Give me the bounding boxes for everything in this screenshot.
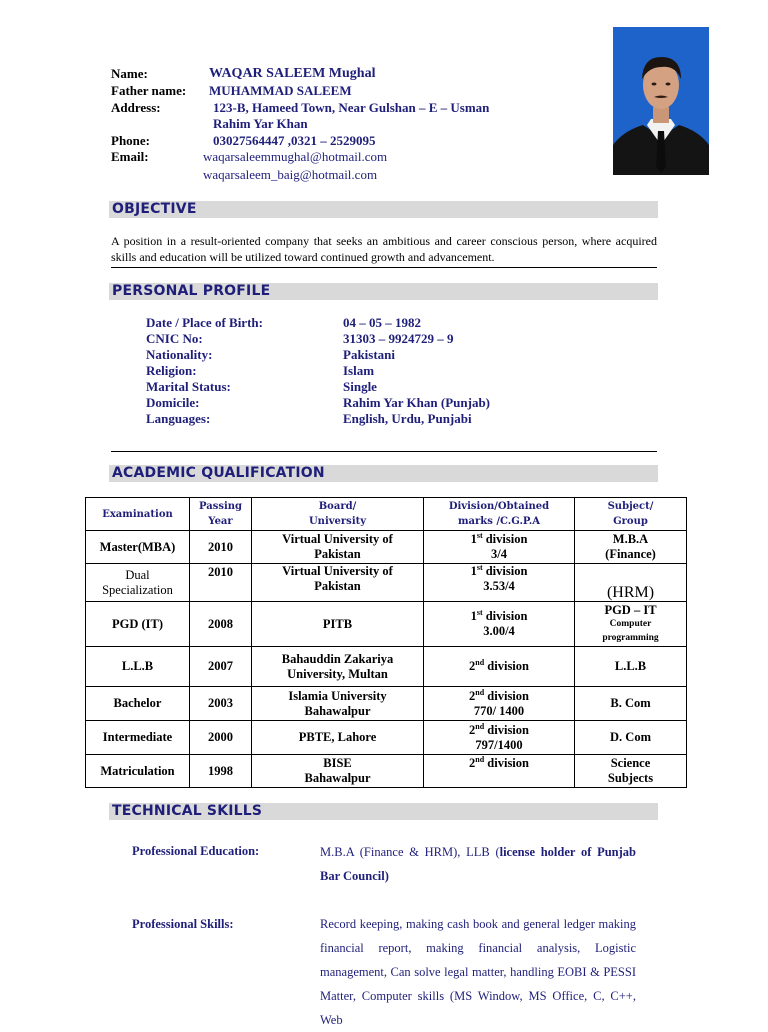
- col-subject: [575, 498, 687, 531]
- cell-subject: [575, 564, 687, 602]
- division-text: division: [482, 609, 528, 623]
- cell-subject: [575, 647, 687, 687]
- cell-year: [190, 602, 252, 647]
- subject-line1: Science: [610, 756, 651, 770]
- col-board: [252, 498, 424, 531]
- division-number: 2: [469, 756, 476, 770]
- cell-board: [252, 564, 424, 602]
- marks-text: 3.53/4: [483, 579, 515, 593]
- cell-board: [252, 531, 424, 564]
- col-examination: [86, 498, 190, 531]
- division-number: 2: [469, 659, 476, 673]
- division-text: division: [484, 722, 529, 737]
- board-line2: Pakistan: [314, 547, 361, 561]
- exam-line1: Dual: [125, 567, 150, 582]
- profile-label: Marital Status:: [146, 379, 231, 394]
- profile-value: 04 – 05 – 1982: [343, 315, 421, 330]
- marks-text: 3.00/4: [483, 624, 515, 638]
- subject-line2: Subjects: [607, 771, 654, 785]
- cell-exam: [86, 755, 190, 788]
- professional-education-label: Professional Education:: [132, 844, 260, 858]
- cell-subject: [575, 602, 687, 647]
- col-board-line1: Board/: [318, 501, 357, 512]
- table-row: [86, 755, 687, 788]
- cell-subject: [575, 531, 687, 564]
- subject-line1: M.B.A: [612, 532, 649, 546]
- cell-exam: [86, 687, 190, 721]
- division-suffix: st: [476, 530, 483, 540]
- board-line1: Islamia University: [288, 688, 387, 703]
- profile-label: Languages:: [146, 411, 211, 426]
- col-board-line2: University: [308, 516, 367, 527]
- subject-line2: (Finance): [605, 547, 656, 561]
- cell-division: [424, 531, 575, 564]
- board-line2: Bahawalpur: [304, 703, 371, 718]
- year-text: 2010: [208, 539, 233, 554]
- cell-subject: [575, 721, 687, 755]
- technical-skills-heading: TECHNICAL SKILLS: [109, 803, 658, 820]
- cell-division: [424, 647, 575, 687]
- subject-text: (HRM): [606, 584, 655, 601]
- father-name-value: MUHAMMAD SALEEM: [209, 83, 352, 98]
- year-text: 2008: [208, 616, 233, 631]
- phone-value: 03027564447 ,0321 – 2529095: [213, 132, 376, 148]
- exam-text: L.L.B: [121, 659, 154, 673]
- subject-text: B. Com: [610, 696, 651, 710]
- exam-text: PGD (IT): [111, 616, 164, 631]
- division-suffix: st: [476, 562, 483, 572]
- col-division: [424, 498, 575, 531]
- objective-divider: [111, 267, 657, 268]
- col-division-line1: Division/Obtained: [448, 501, 550, 512]
- contact-header: [111, 66, 591, 184]
- marks-text: 797/1400: [475, 737, 523, 752]
- cell-year: [190, 564, 252, 602]
- subject-line1: PGD – IT: [604, 603, 657, 617]
- name-label: Name:: [111, 66, 148, 81]
- cell-division: [424, 755, 575, 788]
- cell-division: [424, 687, 575, 721]
- subject-line2: Computer: [609, 619, 652, 629]
- profile-value: Islam: [343, 363, 375, 378]
- profile-value: Rahim Yar Khan (Punjab): [343, 395, 490, 410]
- profile-photo: [613, 27, 709, 175]
- cell-year: [190, 687, 252, 721]
- profile-label: Date / Place of Birth:: [146, 315, 263, 330]
- exam-text: Intermediate: [102, 730, 173, 744]
- exam-text: Bachelor: [113, 696, 162, 710]
- marks-text: 770/ 1400: [473, 703, 525, 718]
- board-text: PBTE, Lahore: [298, 730, 377, 744]
- profile-label: Nationality:: [146, 347, 213, 362]
- division-suffix: nd: [475, 754, 485, 764]
- cell-board: [252, 602, 424, 647]
- profile-value: Pakistani: [343, 347, 396, 362]
- professional-skills-label: Professional Skills:: [132, 917, 234, 931]
- cell-exam: [86, 721, 190, 755]
- cell-year: [190, 531, 252, 564]
- col-subject-line1: Subject/: [607, 501, 654, 512]
- cell-board: [252, 755, 424, 788]
- academic-table: [85, 497, 687, 788]
- subject-text: D. Com: [610, 730, 651, 744]
- profile-value: English, Urdu, Punjabi: [343, 411, 472, 426]
- profile-divider: [111, 451, 657, 452]
- address-label: Address:: [111, 99, 161, 115]
- email-label: Email:: [111, 149, 149, 164]
- table-row: [86, 687, 687, 721]
- name-value: WAQAR SALEEM Mughal: [209, 66, 376, 81]
- professional-skills-value: Record keeping, making cash book and general ledger making financial report, making financial analysis, Logistic management, Can solve legal matter, handling EOBI & PESSI Matter, Computer skills (MS Window, MS Office, C, C++, Web: [320, 917, 636, 1027]
- father-name-label: Father name:: [111, 83, 187, 98]
- cell-exam: [86, 647, 190, 687]
- cell-subject: [575, 687, 687, 721]
- year-text: 2010: [208, 565, 233, 579]
- board-line1: Virtual University of: [282, 564, 393, 578]
- cell-year: [190, 755, 252, 788]
- address-line-1: 123-B, Hameed Town, Near Gulshan – E – Usman: [213, 99, 490, 115]
- board-line1: Virtual University of: [282, 532, 393, 546]
- cell-division: [424, 721, 575, 755]
- col-year-line2: Year: [208, 516, 233, 527]
- division-number: 1: [470, 564, 477, 578]
- year-text: 2007: [208, 659, 233, 673]
- division-suffix: nd: [475, 721, 485, 731]
- year-text: 2000: [208, 730, 233, 744]
- bar-council-text: license holder of Punjab Bar Council): [320, 845, 636, 883]
- table-row: [86, 721, 687, 755]
- division-suffix: st: [476, 607, 483, 617]
- profile-label: CNIC No:: [146, 331, 203, 346]
- cell-division: [424, 602, 575, 647]
- marks-text: 3/4: [491, 547, 507, 561]
- col-passing-year: [190, 498, 252, 531]
- year-text: 2003: [208, 696, 233, 710]
- cell-year: [190, 647, 252, 687]
- table-row: [86, 531, 687, 564]
- division-number: 1: [470, 532, 477, 546]
- portrait-illustration: [613, 27, 709, 175]
- academic-heading: ACADEMIC QUALIFICATION: [109, 465, 658, 482]
- division-text: division: [482, 532, 528, 546]
- professional-education-value: [320, 840, 636, 888]
- education-text: M.B.A (Finance & HRM), LLB (: [320, 845, 500, 859]
- cell-exam: [86, 564, 190, 602]
- board-line2: University, Multan: [287, 666, 388, 681]
- cell-board: [252, 647, 424, 687]
- objective-heading: OBJECTIVE: [109, 201, 658, 218]
- board-line2: Pakistan: [314, 579, 361, 593]
- division-number: 2: [469, 722, 476, 737]
- table-row: [86, 564, 687, 602]
- email-1: waqarsaleemmughal@hotmail.com: [203, 149, 388, 164]
- col-examination-label: Examination: [102, 508, 173, 520]
- profile-value: Single: [343, 379, 377, 394]
- col-year-line1: Passing: [198, 501, 243, 512]
- profile-label: Religion:: [146, 363, 197, 378]
- exam-line2: Specialization: [102, 582, 173, 597]
- exam-text: Matriculation: [100, 763, 175, 778]
- division-text: division: [484, 659, 529, 673]
- cell-year: [190, 721, 252, 755]
- phone-label: Phone:: [111, 132, 150, 148]
- cell-exam: [86, 531, 190, 564]
- profile-value: 31303 – 9924729 – 9: [343, 331, 454, 346]
- division-text: division: [484, 688, 529, 703]
- col-subject-line2: Group: [613, 516, 648, 527]
- exam-text: Master(MBA): [99, 539, 176, 554]
- board-line1: Bahauddin Zakariya: [281, 651, 394, 666]
- cell-division: [424, 564, 575, 602]
- table-row: [86, 647, 687, 687]
- profile-label: Domicile:: [146, 395, 200, 410]
- cell-board: [252, 687, 424, 721]
- division-suffix: nd: [475, 687, 485, 697]
- board-text: PITB: [322, 616, 353, 631]
- cell-exam: [86, 602, 190, 647]
- division-number: 1: [470, 609, 477, 623]
- col-division-line2: marks /C.G.P.A: [457, 516, 541, 527]
- subject-text: L.L.B: [614, 659, 647, 673]
- division-number: 2: [469, 688, 476, 703]
- personal-profile-heading: PERSONAL PROFILE: [109, 283, 658, 300]
- division-text: division: [482, 564, 528, 578]
- division-text: division: [484, 756, 529, 770]
- board-line2: Bahawalpur: [304, 771, 371, 785]
- board-line1: BISE: [323, 756, 352, 770]
- address-line-2: Rahim Yar Khan: [213, 116, 308, 131]
- cell-board: [252, 721, 424, 755]
- year-text: 1998: [208, 763, 233, 778]
- cell-subject: [575, 755, 687, 788]
- objective-text: A position in a result-oriented company that seeks an ambitious and career conscious person, where acquired skills and education will be utilized toward continued growth and advancement.: [111, 234, 657, 264]
- subject-line3: programming: [602, 633, 659, 643]
- table-row: [86, 602, 687, 647]
- table-header-row: [86, 498, 687, 531]
- email-2: waqarsaleem_baig@hotmail.com: [203, 166, 378, 182]
- division-suffix: nd: [475, 657, 485, 667]
